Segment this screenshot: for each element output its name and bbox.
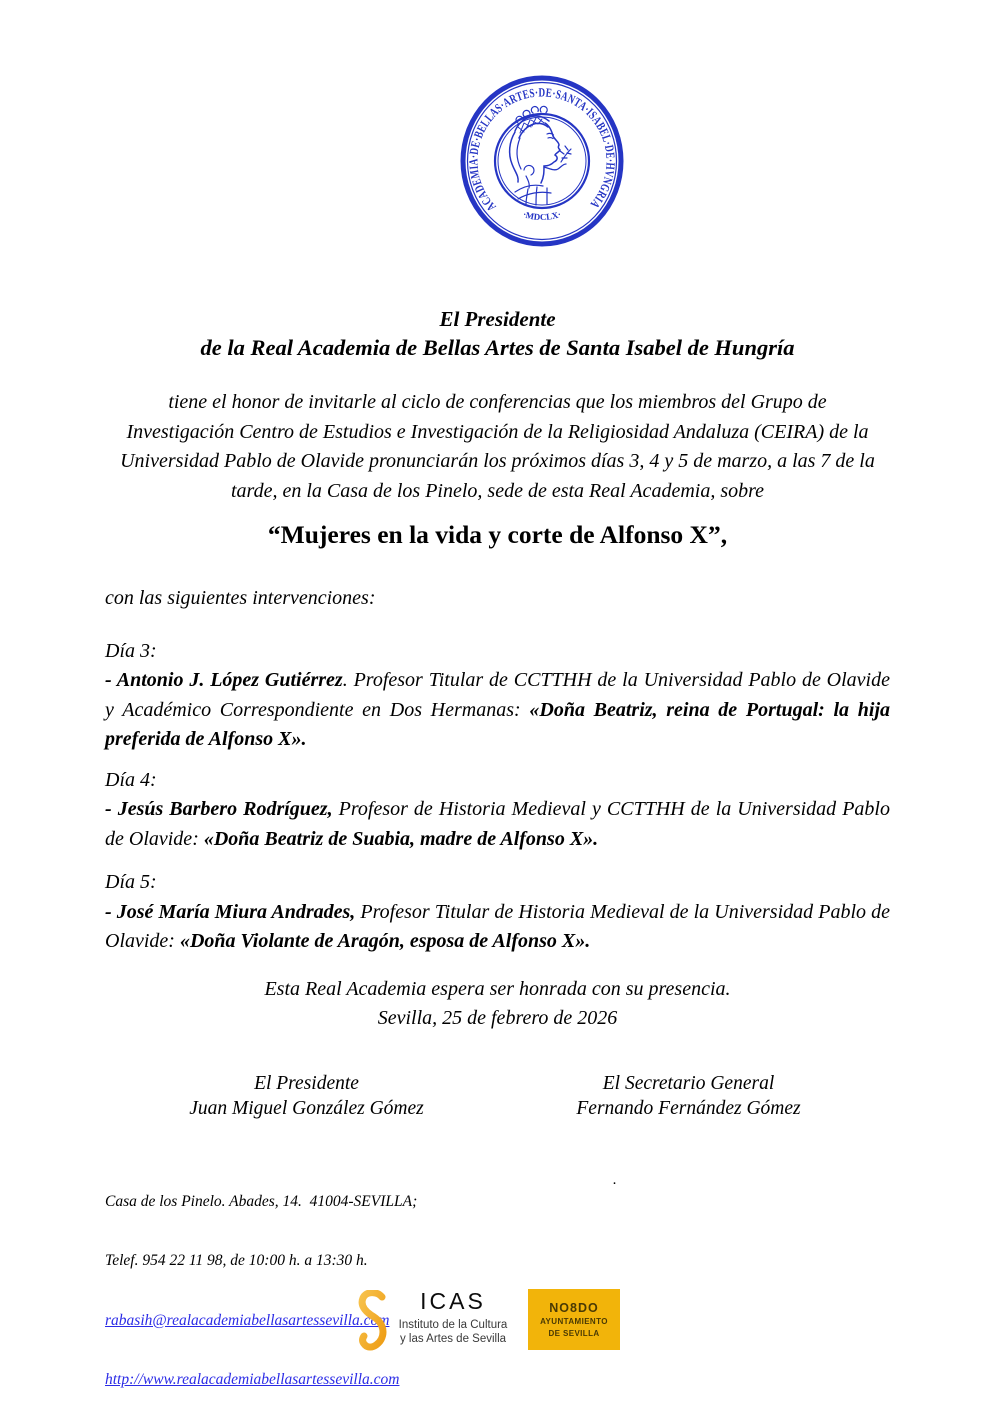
icas-logo xyxy=(357,1289,509,1352)
intro-line: tiene el honor de invitarle al ciclo de conferencias que los miembros del Grupo de xyxy=(168,391,827,413)
website-link[interactable]: http://www.realacademiabellasartessevilla.com xyxy=(105,1371,400,1389)
day-3-section xyxy=(105,637,890,755)
email-link[interactable]: rabasih@realacademiabellasartessevilla.com xyxy=(105,1311,390,1329)
speaker-name: - Jesús Barbero Rodríguez, xyxy=(105,798,333,820)
speaker-description: Olavide: xyxy=(105,930,180,952)
icas-text-block xyxy=(397,1289,509,1346)
ayuntamiento-sevilla-logo xyxy=(528,1289,620,1350)
nodo-emblem: NO8DO xyxy=(549,1301,599,1315)
ayuntamiento-label: AYUNTAMIENTO xyxy=(540,1317,608,1326)
day-5-label: Día 5: xyxy=(105,871,157,893)
letter-body xyxy=(0,306,993,1405)
president-name: Juan Miguel González Gómez xyxy=(189,1097,424,1119)
secretary-name: Fernando Fernández Gómez xyxy=(576,1097,801,1119)
speaker-name: - Antonio J. López Gutiérrez xyxy=(105,669,343,691)
interventions-label: con las siguientes intervenciones: xyxy=(105,587,376,609)
lecture-title: «Doña Violante de Aragón, esposa de Alfonso X». xyxy=(179,930,591,952)
secretary-role: El Secretario General xyxy=(602,1072,775,1094)
date-line: Sevilla, 25 de febrero de 2026 xyxy=(377,1007,618,1029)
intro-line: Universidad Pablo de Olavide pronunciarán los próximos días 3, 4 y 5 de marzo, a las 7 de la xyxy=(120,450,875,472)
sevilla-label: DE SEVILLA xyxy=(548,1328,600,1338)
seal-year: ·MDCLX· xyxy=(521,209,562,223)
president-signature xyxy=(187,1071,427,1121)
seal-container xyxy=(0,0,993,248)
day-4-entry xyxy=(105,795,890,854)
svg-text:·MDCLX· xyxy=(521,209,562,222)
phone-line: Telef. 954 22 11 98, de 10:00 h. a 13:30 h. xyxy=(105,1252,368,1270)
day-3-label: Día 3: xyxy=(105,639,157,662)
day-5-entry xyxy=(105,898,890,957)
sender-title: El Presidente xyxy=(439,307,556,331)
intro-line: Investigación Centro de Estudios e Investigación de la Religiosidad Andaluza (CEIRA) de la xyxy=(126,420,869,443)
svg-text:ACADEMIA·DE·BELLAS·ARTES·DE·SA xyxy=(466,85,617,214)
logo-row xyxy=(0,1289,985,1352)
icas-subtitle: Instituto de la Cultura y las Artes de Sevilla xyxy=(398,1319,508,1345)
academy-seal-icon xyxy=(458,74,626,248)
signature-row xyxy=(105,1071,890,1121)
closing-sentence: Esta Real Academia espera ser honrada con su presencia. xyxy=(264,977,731,1000)
letter-header xyxy=(105,306,890,363)
icas-acronym: ICAS xyxy=(420,1288,486,1314)
lecture-title: «Doña Beatriz, reina de Portugal: la hija preferida de Alfonso X». xyxy=(105,698,890,750)
day-4-section xyxy=(105,766,890,855)
intro-line: tarde, en la Casa de los Pinelo, sede de esta Real Academia, sobre xyxy=(230,479,765,502)
lecture-title: «Doña Beatriz de Suabia, madre de Alfonso X». xyxy=(203,827,599,850)
day-3-entry xyxy=(105,666,890,755)
president-role: El Presidente xyxy=(254,1072,359,1094)
day-5-section xyxy=(105,868,890,957)
secretary-signature xyxy=(569,1071,809,1121)
speaker-name: - José María Miura Andrades, xyxy=(105,900,356,923)
day-4-label: Día 4: xyxy=(105,768,157,791)
seal-inscription: ACADEMIA·DE·BELLAS·ARTES·DE·SANTA·ISABEL·DE·HVNGRIA xyxy=(465,85,618,215)
address-line: Casa de los Pinelo. Abades, 14. 41004-SEVILLA; xyxy=(105,1193,418,1211)
sender-institution: de la Real Academia de Bellas Artes de Santa Isabel de Hungría xyxy=(200,335,795,360)
speaker-description: Profesor de Historia Medieval y CCTTHH de la Universidad Pablo de Olavide: xyxy=(105,798,890,850)
closing-block xyxy=(105,975,890,1034)
speaker-description: Profesor Titular de Historia Medieval de la Universidad Pablo de xyxy=(355,900,890,923)
stray-period: . xyxy=(613,1172,617,1188)
speaker-description: . Profesor Titular de CCTTHH de la Universidad Pablo de Olavide y Académico Correspondiente en Dos Hermanas: xyxy=(105,669,890,721)
icas-madeja-icon xyxy=(357,1290,387,1352)
invitation-paragraph xyxy=(105,388,890,506)
contact-block xyxy=(105,1153,890,1405)
cycle-title: “Mujeres en la vida y corte de Alfonso X”, xyxy=(267,520,728,549)
